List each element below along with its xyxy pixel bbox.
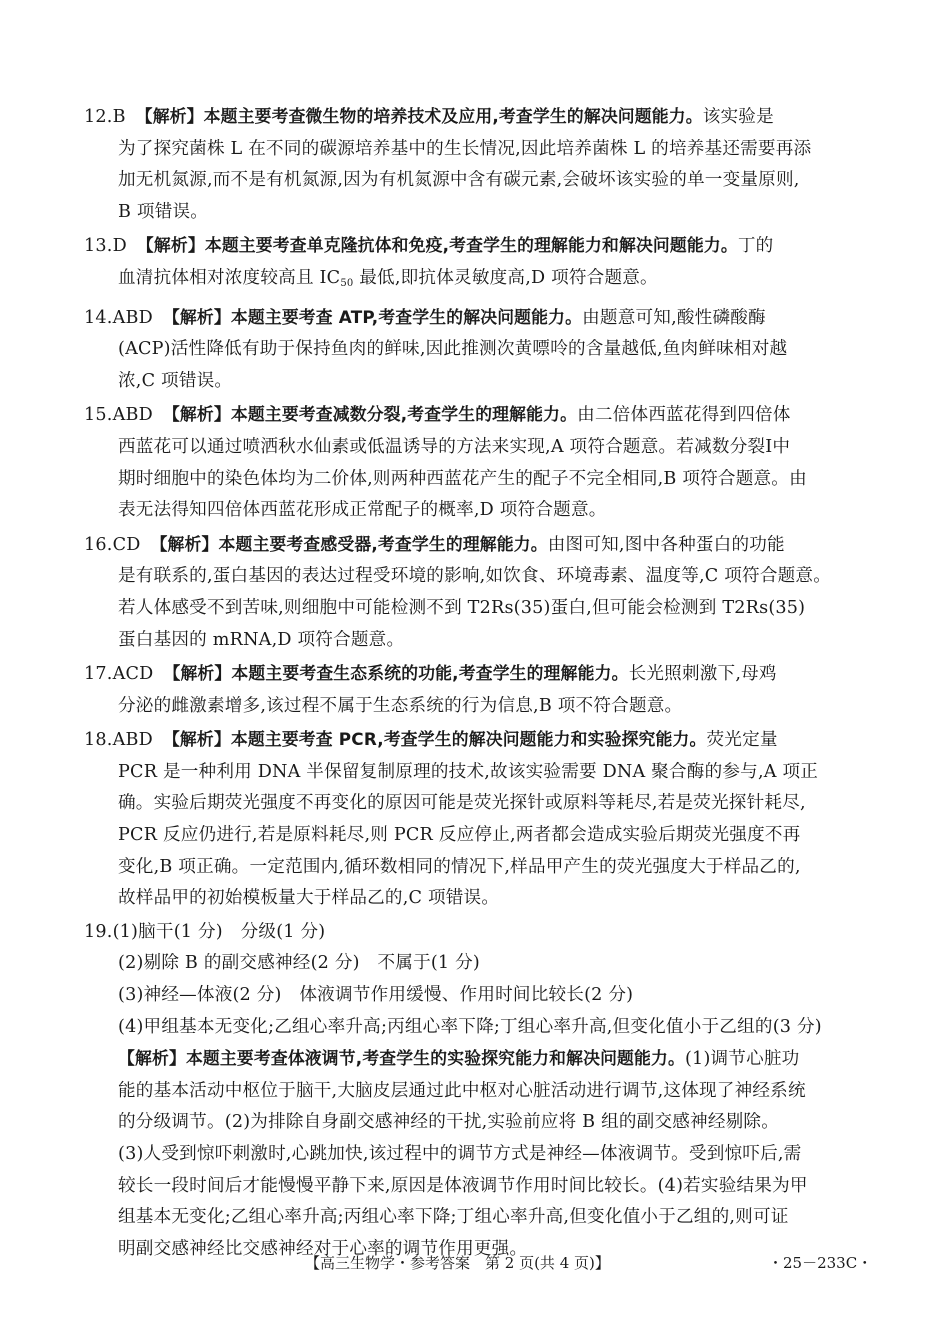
- explanation-line: 组基本无变化;乙组心率升高;丙组心率下降;丁组心率升高,但变化值小于乙组的,则可证: [118, 1207, 789, 1228]
- analysis-summary: 本题主要考查体液调节,考查学生的实验探究能力和解决问题能力。: [185, 1048, 685, 1069]
- sub-answer: (1)脑干(1 分) 分级(1 分): [112, 921, 326, 942]
- answer-key-content: [84, 101, 864, 1267]
- answer-item-18: [84, 724, 864, 915]
- explanation-text: 由二倍体西蓝花得到四倍体: [577, 405, 791, 426]
- analysis-summary: 本题主要考查 ATP,考查学生的解决问题能力。: [230, 306, 583, 327]
- page-footer: [0, 1250, 950, 1278]
- explanation-line: 较长一段时间后才能慢慢平静下来,原因是体液调节作用时间比较长。(4)若实验结果为甲: [118, 1175, 808, 1196]
- explanation-text: 荧光定量: [706, 730, 778, 751]
- answer-choice: ABD: [112, 307, 153, 328]
- answer-choice: B: [112, 107, 126, 127]
- analysis-summary: 本题主要考查单克隆抗体和免疫,考查学生的理解能力和解决问题能力。: [204, 235, 738, 256]
- answer-item-19: [84, 917, 864, 1266]
- answer-choice: ACD: [112, 664, 154, 685]
- explanation-line: 浓,C 项错误。: [118, 370, 233, 391]
- explanation-line: 表无法得知四倍体西蓝花形成正常配子的概率,D 项符合题意。: [118, 500, 607, 521]
- explanation-line: 是有联系的,蛋白基因的表达过程受环境的影响,如饮食、环境毒素、温度等,C 项符合题意。: [118, 566, 831, 587]
- sub-answer: (3)神经—体液(2 分) 体液调节作用缓慢、作用时间比较长(2 分): [118, 985, 634, 1006]
- explanation-line: 故样品甲的初始模板量大于样品乙的,C 项错误。: [118, 888, 500, 909]
- explanation-text: (1)调节心脏功: [684, 1049, 800, 1070]
- footer-code: ・25－233C・: [768, 1254, 873, 1272]
- explanation-line: 的分级调节。(2)为排除自身副交感神经的干扰,实验前应将 B 组的副交感神经剔除。: [118, 1112, 780, 1133]
- explanation-text: 由题意可知,酸性磷酸酶: [582, 307, 766, 328]
- explanation-text: 丁的: [737, 236, 774, 257]
- question-number: 17.: [84, 664, 113, 685]
- explanation-line: (3)人受到惊吓刺激时,心跳加快,该过程中的调节方式是神经—体液调节。受到惊吓后,需: [118, 1144, 802, 1164]
- question-number: 12.: [84, 107, 113, 127]
- explanation-line: 期时细胞中的染色体均为二价体,则两种西蓝花产生的配子不完全相同,B 项符合题意。由: [118, 468, 807, 489]
- explanation-line: 分泌的雌激素增多,该过程不属于生态系统的行为信息,B 项不符合题意。: [118, 695, 683, 716]
- answer-choice: CD: [112, 534, 141, 555]
- analysis-tag: 【解析】: [162, 729, 231, 750]
- analysis-tag: 【解析】: [162, 306, 231, 327]
- answer-item-15: [84, 399, 864, 526]
- explanation-line: 加无机氮源,而不是有机氮源,因为有机氮源中含有碳元素,会破坏该实验的单一变量原则,: [118, 170, 800, 191]
- analysis-summary: 本题主要考查微生物的培养技术及应用,考查学生的解决问题能力。: [203, 106, 703, 126]
- answer-item-13: [84, 230, 864, 299]
- answer-item-17: [84, 658, 864, 722]
- explanation-text: 该实验是: [702, 107, 774, 127]
- answer-item-16: [84, 529, 864, 656]
- question-number: 18.: [84, 730, 113, 751]
- explanation-line: 明副交感神经比交感神经对于心率的调节作用更强。: [118, 1238, 528, 1259]
- analysis-tag: 【解析】: [150, 533, 219, 554]
- explanation-line: B 项错误。: [118, 201, 209, 222]
- footer-page-info: 【高三生物学・参考答案 第 2 页(共 4 页)】: [305, 1254, 610, 1272]
- answer-choice: ABD: [112, 730, 153, 751]
- explanation-line: 能的基本活动中枢位于脑干,大脑皮层通过此中枢对心脏活动进行调节,这体现了神经系统: [118, 1080, 806, 1101]
- explanation-text: 由图可知,图中各种蛋白的功能: [547, 534, 785, 555]
- explanation-text: 最低,即抗体灵敏度高,D 项符合题意。: [353, 267, 658, 288]
- analysis-tag: 【解析】: [136, 235, 205, 256]
- question-number: 15.: [84, 405, 113, 426]
- explanation-line: (ACP)活性降低有助于保持鱼肉的鲜味,因此推测次黄嘌呤的含量越低,鱼肉鲜味相对越: [118, 339, 788, 360]
- explanation-text: 长光照刺激下,母鸡: [628, 664, 777, 685]
- analysis-summary: 本题主要考查 PCR,考查学生的解决问题能力和实验探究能力。: [230, 729, 707, 750]
- question-number: 19.: [84, 921, 113, 942]
- explanation-line: PCR 反应仍进行,若是原料耗尽,则 PCR 反应停止,两者都会造成实验后期荧光强度不再: [118, 825, 801, 846]
- analysis-tag: 【解析】: [163, 663, 232, 684]
- explanation-line: [84, 263, 864, 300]
- answer-item-12: [84, 101, 864, 228]
- explanation-line: 确。实验后期荧光强度不再变化的原因可能是荧光探针或原料等耗尽,若是荧光探针耗尽,: [118, 793, 806, 814]
- answer-choice: D: [112, 236, 127, 257]
- analysis-tag: 【解析】: [135, 106, 204, 126]
- answer-choice: ABD: [112, 405, 153, 426]
- analysis-tag: 【解析】: [118, 1048, 186, 1069]
- analysis-summary: 本题主要考查生态系统的功能,考查学生的理解能力。: [231, 663, 629, 684]
- analysis-summary: 本题主要考查减数分裂,考查学生的理解能力。: [230, 404, 578, 425]
- explanation-line: 若人体感受不到苦味,则细胞中可能检测不到 T2Rs(35)蛋白,但可能会检测到 T2Rs(35): [118, 597, 806, 618]
- explanation-line: 蛋白基因的 mRNA,D 项符合题意。: [118, 629, 405, 650]
- explanation-line: 为了探究菌株 L 在不同的碳源培养基中的生长情况,因此培养菌株 L 的培养基还需要再添: [118, 138, 812, 159]
- explanation-line: 变化,B 项正确。一定范围内,循环数相同的情况下,样品甲产生的荧光强度大于样品乙的,: [118, 856, 801, 877]
- question-number: 16.: [84, 534, 113, 555]
- answer-item-14: [84, 302, 864, 398]
- question-number: 13.: [84, 236, 113, 257]
- sub-answer: (2)剔除 B 的副交感神经(2 分) 不属于(1 分): [118, 953, 480, 974]
- analysis-tag: 【解析】: [162, 404, 231, 425]
- subscript-text: 50: [340, 277, 354, 289]
- explanation-line: PCR 是一种利用 DNA 半保留复制原理的技术,故该实验需要 DNA 聚合酶的参与,A 项正: [118, 761, 819, 782]
- sub-answer: (4)甲组基本无变化;乙组心率升高;丙组心率下降;丁组心率升高,但变化值小于乙组的(3 分): [118, 1016, 822, 1037]
- question-number: 14.: [84, 307, 113, 328]
- explanation-line: 西蓝花可以通过喷洒秋水仙素或低温诱导的方法来实现,A 项符合题意。若减数分裂Ⅰ中: [118, 436, 791, 457]
- analysis-summary: 本题主要考查感受器,考查学生的理解能力。: [218, 533, 548, 554]
- explanation-text: 血清抗体相对浓度较高且 IC: [118, 267, 341, 288]
